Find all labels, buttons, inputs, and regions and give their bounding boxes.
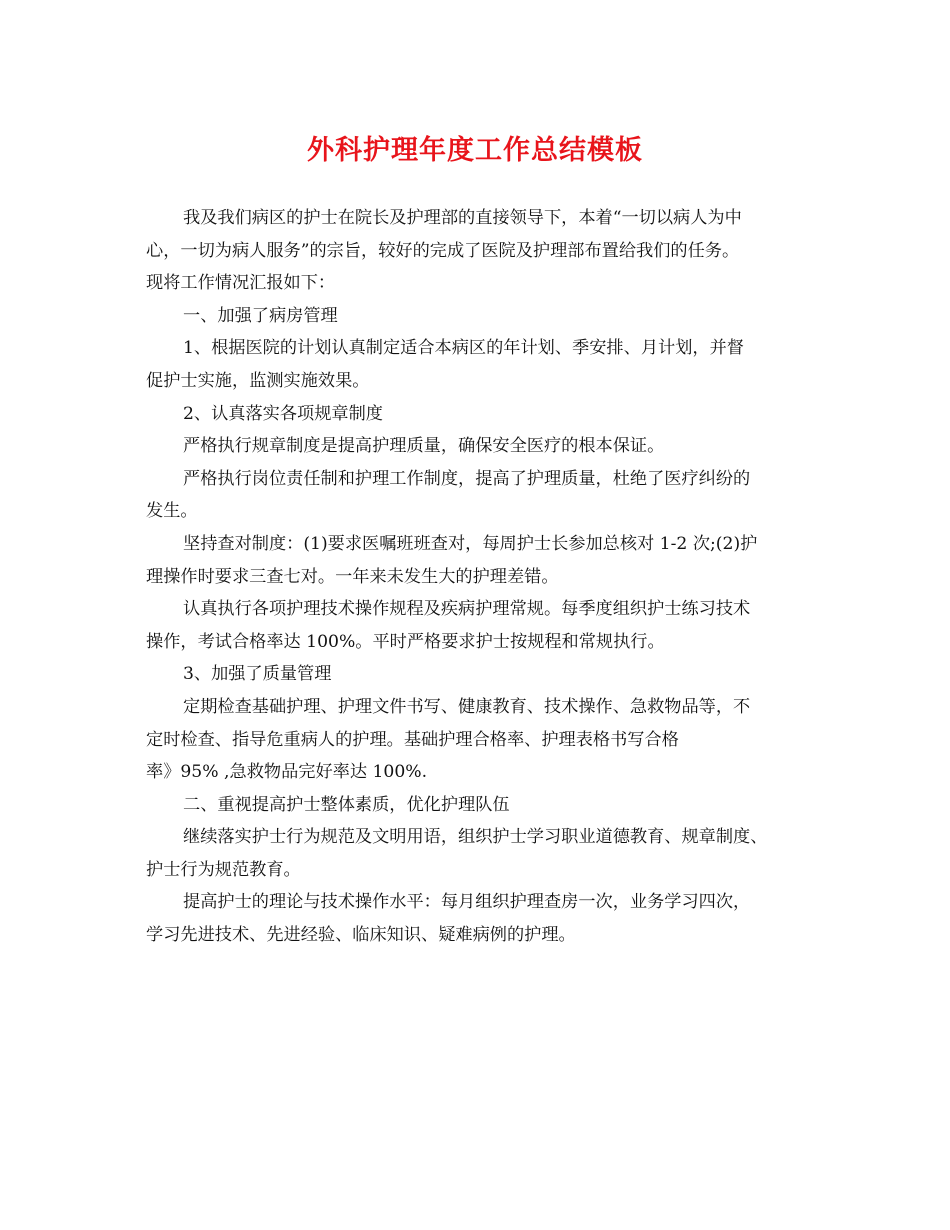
body-line: 继续落实护士行为规范及文明用语，组织护士学习职业道德教育、规章制度、: [183, 827, 768, 848]
body-line: 认真执行各项护理技术操作规程及疾病护理常规。每季度组织护士练习技术: [183, 599, 751, 620]
body-line: 护士行为规范教育。: [146, 859, 301, 880]
body-line: 定期检查基础护理、护理文件书写、健康教育、技术操作、急救物品等，不: [183, 696, 751, 717]
body-line: 提高护士的理论与技术操作水平：每月组织护理查房一次，业务学习四次，: [183, 892, 751, 913]
body-line: 定时检查、指导危重病人的护理。基础护理合格率、护理表格书写合格: [146, 729, 679, 750]
body-line: 理操作时要求三查七对。一年来未发生大的护理差错。: [146, 566, 559, 587]
body-line: 1、根据医院的计划认真制定适合本病区的年计划、季安排、月计划，并督: [183, 338, 744, 359]
body-line: 2、认真落实各项规章制度: [183, 403, 383, 424]
body-line: 坚持查对制度：(1)要求医嘱班班查对，每周护士长参加总核对 1-2 次;(2)护: [183, 533, 758, 554]
body-line: 操作，考试合格率达 100%。平时严格要求护士按规程和常规执行。: [146, 631, 665, 652]
body-line: 学习先进技术、先进经验、临床知识、疑难病例的护理。: [146, 925, 576, 946]
body-line: 3、加强了质量管理: [183, 664, 332, 685]
body-line: 一、加强了病房管理: [183, 305, 338, 326]
body-line: 心，一切为病人服务”的宗旨，较好的完成了医院及护理部布置给我们的任务。: [146, 240, 740, 261]
body-line: 率》95% ,急救物品完好率达 100%.: [146, 762, 428, 783]
body-line: 我及我们病区的护士在院长及护理部的直接领导下，本着“一切以病人为中: [183, 208, 742, 228]
body-line: 严格执行岗位责任制和护理工作制度，提高了护理质量，杜绝了医疗纠纷的: [183, 468, 751, 489]
document-title: 外科护理年度工作总结模板: [307, 135, 643, 166]
body-line: 促护士实施，监测实施效果。: [146, 370, 370, 391]
body-line: 二、重视提高护士整体素质，优化护理队伍: [183, 794, 510, 815]
body-line: 发生。: [146, 501, 198, 522]
document-body: [146, 202, 816, 952]
body-line: 现将工作情况汇报如下：: [146, 273, 336, 294]
body-line: 严格执行规章制度是提高护理质量，确保安全医疗的根本保证。: [183, 436, 665, 457]
